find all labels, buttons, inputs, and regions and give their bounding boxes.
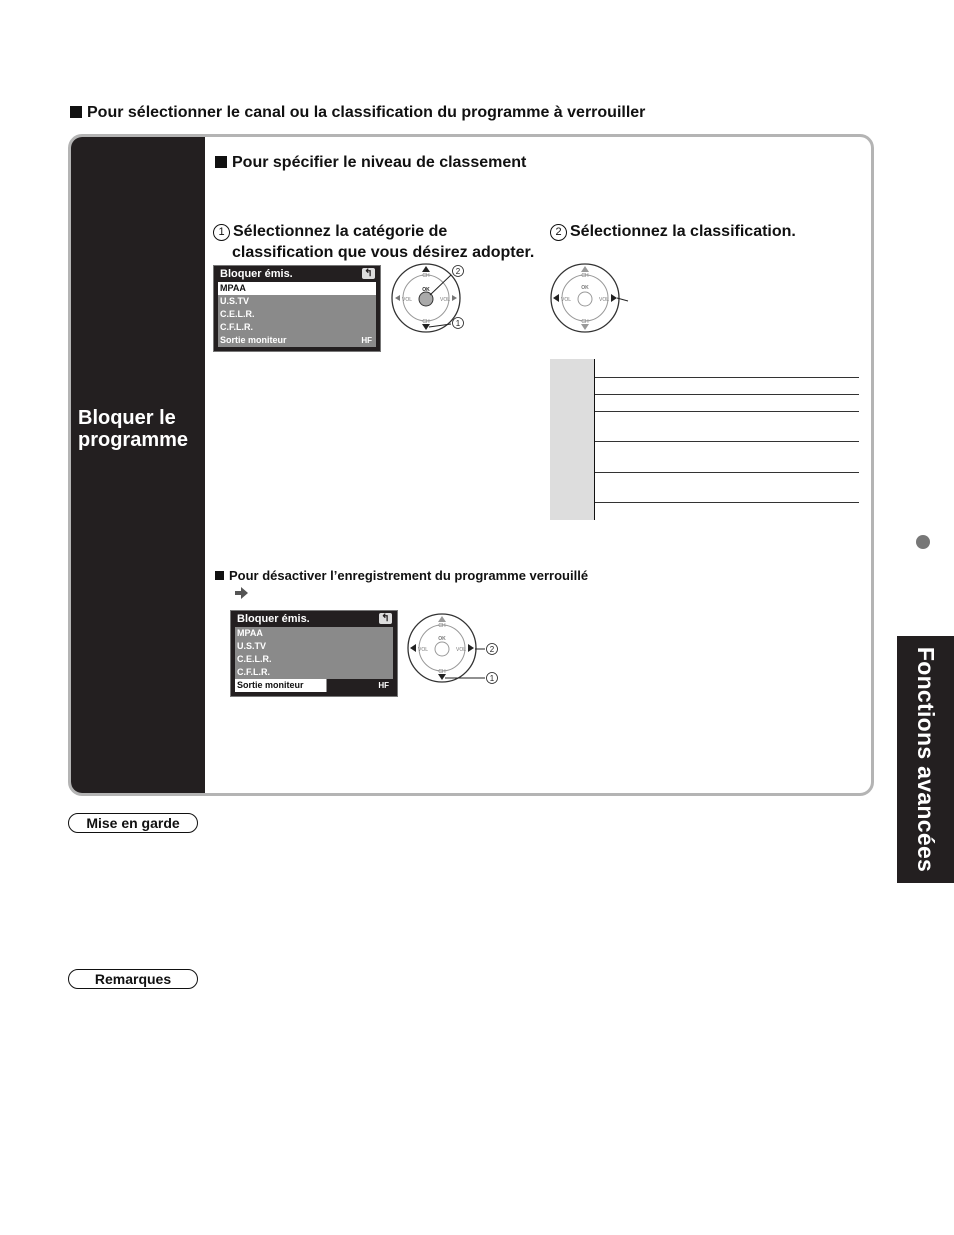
table-row <box>550 394 859 411</box>
menu-item-celr[interactable]: C.E.L.R. <box>237 654 272 664</box>
vol-label-left: VOL <box>401 297 413 303</box>
side-title-line1: Bloquer le <box>78 407 176 429</box>
ch-label-top: CH <box>438 623 446 629</box>
step-2 <box>550 221 796 242</box>
ch-label-bottom: CH <box>422 319 430 325</box>
ch-label-bottom: CH <box>438 669 446 675</box>
step-1 <box>213 221 534 263</box>
ch-label-top: CH <box>581 273 589 279</box>
menu-item-tag: HF <box>378 681 389 690</box>
section-marker-dot <box>916 535 930 549</box>
rating-table <box>550 359 859 520</box>
tv-menu-monitor-out <box>230 610 398 697</box>
step-number: 1 <box>213 224 230 241</box>
menu-item-monitor-out[interactable]: Sortie moniteur HF <box>220 335 372 345</box>
step-2-line1: Sélectionnez la classification. <box>570 223 796 240</box>
sub-heading: Pour spécifier le niveau de classement <box>215 154 526 172</box>
section-heading: Pour sélectionner le canal ou la classification du programme à verrouiller <box>70 104 645 122</box>
ok-button <box>435 642 449 656</box>
menu-item-monitor-out[interactable]: Sortie moniteur HF <box>235 679 393 692</box>
menu-item-tag: HF <box>361 336 372 345</box>
menu-item-cflr[interactable]: C.F.L.R. <box>220 322 253 332</box>
chapter-side-tab <box>897 636 954 883</box>
return-icon[interactable]: ↰ <box>362 268 375 279</box>
menu-item-mpaa[interactable]: MPAA <box>237 628 263 638</box>
ok-label: OK <box>438 636 446 642</box>
remote-dpad-ok-diagram <box>389 261 489 341</box>
menu-item-cflr[interactable]: C.F.L.R. <box>237 667 270 677</box>
tv-menu-lock-programs <box>213 265 381 352</box>
callout-number-2: 2 <box>489 645 495 654</box>
side-panel <box>71 137 205 793</box>
menu-item-ustv[interactable]: U.S.TV <box>237 641 267 651</box>
table-row <box>550 441 859 472</box>
menu-item-mpaa[interactable]: MPAA <box>218 282 376 295</box>
menu-item-celr[interactable]: C.E.L.R. <box>220 309 255 319</box>
square-bullet-icon <box>70 106 82 118</box>
menu-title: Bloquer émis. ↰ <box>214 266 380 282</box>
table-row <box>550 502 859 520</box>
notes-label: Remarques <box>68 969 198 989</box>
table-row <box>550 472 859 502</box>
side-title-line2: programme <box>78 429 189 451</box>
disable-heading: Pour désactiver l’enregistrement du programme verrouillé <box>215 568 588 583</box>
callout-number-2: 2 <box>455 267 461 276</box>
arrow-right-icon <box>234 587 250 601</box>
menu-item-ustv[interactable]: U.S.TV <box>220 296 250 306</box>
ch-label-bottom: CH <box>581 319 589 325</box>
step-1-line1: Sélectionnez la catégorie de <box>233 223 448 240</box>
square-bullet-icon <box>215 156 227 168</box>
caution-label: Mise en garde <box>68 813 198 833</box>
ok-label: OK <box>422 287 430 293</box>
ok-button <box>578 292 592 306</box>
return-icon[interactable]: ↰ <box>379 613 392 624</box>
remote-dpad-lr-diagram <box>548 261 638 341</box>
chapter-side-tab-label: Fonctions avancées <box>913 646 940 873</box>
square-bullet-icon <box>215 571 224 580</box>
table-row <box>550 411 859 441</box>
vol-label-right: VOL <box>455 647 467 653</box>
ch-label-top: CH <box>422 273 430 279</box>
remote-dpad-lr-callout-diagram <box>405 610 505 690</box>
step-1-line2: classification que vous désirez adopter. <box>232 244 535 261</box>
vol-label-left: VOL <box>560 297 572 303</box>
menu-title: Bloquer émis. ↰ <box>231 611 397 627</box>
vol-label-right: VOL <box>598 297 610 303</box>
table-row <box>550 377 859 394</box>
ok-label: OK <box>581 285 589 291</box>
table-row <box>550 359 859 377</box>
vol-label-left: VOL <box>417 647 429 653</box>
vol-label-right: VOL <box>439 297 451 303</box>
callout-number-1: 1 <box>489 674 495 683</box>
callout-number-1: 1 <box>455 319 461 328</box>
step-number: 2 <box>550 224 567 241</box>
side-title <box>78 407 188 451</box>
